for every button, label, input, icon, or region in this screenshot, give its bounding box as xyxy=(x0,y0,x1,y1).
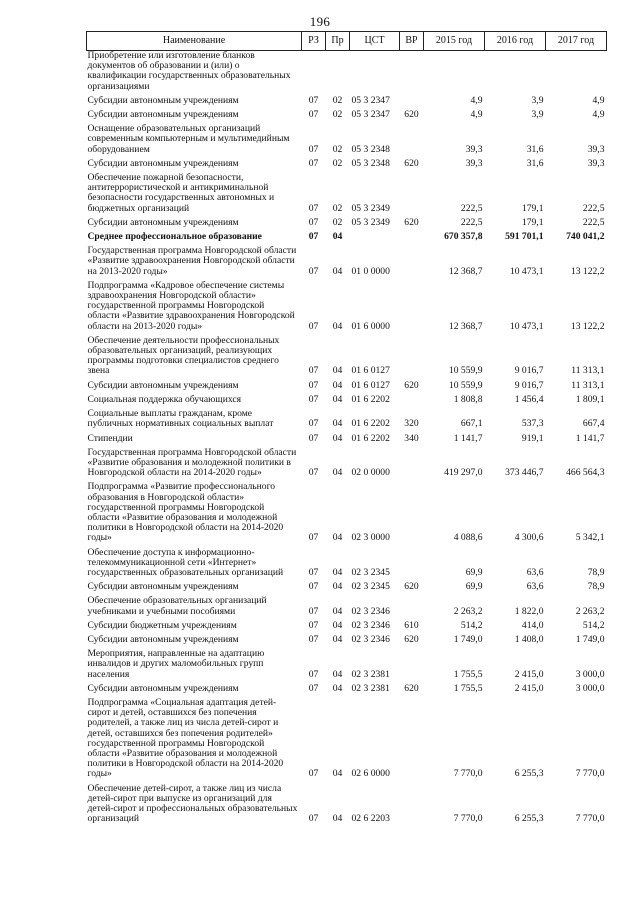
row-2016: 179,1 xyxy=(521,202,544,214)
row-cst: 05 3 2348 xyxy=(351,157,390,169)
row-2016: 10 473,1 xyxy=(509,265,544,277)
row-cst: 02 6 0000 xyxy=(351,768,390,780)
row-name: Субсидии автономным учреждениям xyxy=(87,633,239,645)
row-vr xyxy=(400,544,424,579)
row-2016: 31,6 xyxy=(526,143,544,155)
row-rz: 07 xyxy=(308,231,319,243)
table-row xyxy=(87,631,607,645)
row-pr: 04 xyxy=(332,566,343,578)
row-2015: 514,2 xyxy=(460,619,483,631)
row-name: Субсидии автономным учреждениям xyxy=(87,109,239,121)
table-row xyxy=(87,578,607,592)
row-cst: 02 3 2381 xyxy=(351,668,390,680)
table-row xyxy=(87,478,607,543)
row-name: Стипендии xyxy=(87,432,133,444)
row-2015: 419 297,0 xyxy=(444,467,483,479)
table-row xyxy=(87,92,607,106)
row-2015: 69,9 xyxy=(465,581,483,593)
row-cst: 02 3 2345 xyxy=(351,566,390,578)
row-2015: 1 141,7 xyxy=(453,432,483,444)
row-rz: 07 xyxy=(308,532,319,544)
row-cst: 01 6 2202 xyxy=(351,418,390,430)
row-pr: 04 xyxy=(332,581,343,593)
row-vr xyxy=(400,391,424,405)
row-name: Обеспечение пожарной безопасности, антитеррористической и антикриминальной безопасности государственных автономных и бюджетных организаций xyxy=(87,172,275,214)
row-2016: 4 300,6 xyxy=(514,532,544,544)
row-name: Оснащение образовательных организаций современным компьютерным и мультимедийным оборудованием xyxy=(87,123,290,155)
row-2016: 2 415,0 xyxy=(514,682,544,694)
row-2015: 10 559,9 xyxy=(448,365,483,377)
row-rz: 07 xyxy=(308,365,319,377)
row-vr: 620 xyxy=(404,109,419,121)
row-2017: 667,4 xyxy=(582,418,605,430)
row-2016: 1 408,0 xyxy=(514,633,544,645)
table-row xyxy=(87,694,607,780)
header-pr: Пр xyxy=(326,32,350,51)
table-row xyxy=(87,645,607,680)
row-2015: 39,3 xyxy=(465,143,483,155)
row-2015: 1 749,0 xyxy=(453,633,483,645)
row-2017: 4,9 xyxy=(592,94,605,106)
table-row xyxy=(87,332,607,377)
row-name: Обеспечение образовательных организаций учебниками и учебными пособиями xyxy=(87,595,267,617)
row-vr xyxy=(400,478,424,543)
table-row xyxy=(87,617,607,631)
header-2015: 2015 год xyxy=(424,32,485,51)
row-cst: 02 3 2381 xyxy=(351,682,390,694)
row-2016: 63,6 xyxy=(526,581,544,593)
row-2016: 1 456,4 xyxy=(514,393,544,405)
row-cst: 02 3 2346 xyxy=(351,605,390,617)
row-vr: 620 xyxy=(404,216,419,228)
row-2015: 670 357,8 xyxy=(444,231,483,243)
row-2017: 78,9 xyxy=(587,566,605,578)
row-cst: 01 6 0000 xyxy=(351,320,390,332)
row-2015: 7 770,0 xyxy=(453,768,483,780)
row-2015 xyxy=(424,51,485,92)
row-cst: 02 6 2203 xyxy=(351,813,390,825)
row-2016: 6 255,3 xyxy=(514,768,544,780)
row-rz: 07 xyxy=(308,668,319,680)
table-row xyxy=(87,51,607,92)
row-name: Обеспечение доступа к информационно-телекоммуникационной сети «Интернет» государственных образовательных организаций xyxy=(87,546,284,578)
row-rz: 07 xyxy=(308,109,319,121)
row-name: Субсидии автономным учреждениям xyxy=(87,581,239,593)
row-vr xyxy=(400,169,424,214)
row-2017: 13 122,2 xyxy=(570,265,605,277)
row-name: Обеспечение детей-сирот, а также лиц из числа детей-сирот при выпуске из организаций для детей-сирот и профессиональных образовательных организаций xyxy=(87,782,298,825)
row-name: Подпрограмма «Кадровое обеспечение системы здравоохранения Новгородской области» государственной программы Новгородской области «Развитие здравоохранения Новгородской области на 2013-2020 годы» xyxy=(87,279,295,332)
row-2015: 222,5 xyxy=(460,216,483,228)
row-cst: 05 3 2349 xyxy=(351,216,390,228)
row-2017: 3 000,0 xyxy=(575,668,605,680)
row-2016: 3,9 xyxy=(531,109,544,121)
header-2016: 2016 год xyxy=(485,32,546,51)
row-name: Государственная программа Новгородской области «Развитие здравоохранения Новгородской области на 2013-2020 годы» xyxy=(87,245,297,277)
table-row xyxy=(87,405,607,429)
row-vr xyxy=(400,645,424,680)
row-pr: 04 xyxy=(332,605,343,617)
row-vr: 620 xyxy=(404,633,419,645)
row-2017: 466 564,3 xyxy=(566,467,605,479)
row-pr: 02 xyxy=(332,216,343,228)
row-vr xyxy=(400,592,424,616)
row-2017: 3 000,0 xyxy=(575,682,605,694)
row-pr: 02 xyxy=(332,143,343,155)
row-cst: 01 0 0000 xyxy=(351,265,390,277)
row-rz: 07 xyxy=(308,265,319,277)
row-pr: 04 xyxy=(332,668,343,680)
row-rz: 07 xyxy=(308,566,319,578)
table-row xyxy=(87,277,607,332)
row-2017: 4,9 xyxy=(592,109,605,121)
row-2017: 2 263,2 xyxy=(575,605,605,617)
row-name: Социальные выплаты гражданам, кроме публичных нормативных социальных выплат xyxy=(87,408,274,430)
row-pr: 04 xyxy=(332,768,343,780)
row-2016: 179,1 xyxy=(521,216,544,228)
row-cst: 01 6 2202 xyxy=(351,393,390,405)
row-rz xyxy=(302,51,326,92)
row-rz: 07 xyxy=(308,94,319,106)
row-name: Подпрограмма «Социальная адаптация детей-сирот и детей, оставшихся без попечения родителей, а также лиц из числа детей-сирот и детей, оставшихся без попечения родителей» государственной программы Новгородской области «Развитие образования и молодежной политики в Новгородской области на 2014-2020 годы» xyxy=(87,696,284,780)
row-2015: 222,5 xyxy=(460,202,483,214)
row-vr xyxy=(400,51,424,92)
row-vr xyxy=(400,120,424,155)
row-2017: 7 770,0 xyxy=(575,813,605,825)
row-cst: 02 3 2345 xyxy=(351,581,390,593)
row-cst: 02 0 0000 xyxy=(351,467,390,479)
row-vr: 620 xyxy=(404,157,419,169)
row-pr xyxy=(326,51,350,92)
header-2017: 2017 год xyxy=(546,32,607,51)
row-2015: 667,1 xyxy=(460,418,483,430)
row-pr: 04 xyxy=(332,619,343,631)
row-pr: 04 xyxy=(332,265,343,277)
row-name: Приобретение или изготовление бланков документов об образовании и (или) о квалификации государственных образовательных организациями xyxy=(87,50,291,92)
row-pr: 02 xyxy=(332,94,343,106)
row-2017: 222,5 xyxy=(582,216,605,228)
row-pr: 04 xyxy=(332,393,343,405)
table-row xyxy=(87,444,607,479)
row-pr: 04 xyxy=(332,682,343,694)
row-2017: 11 313,1 xyxy=(571,379,605,391)
table-row xyxy=(87,391,607,405)
row-pr: 04 xyxy=(332,432,343,444)
page-number: 196 xyxy=(309,14,331,29)
row-rz: 07 xyxy=(308,581,319,593)
row-2017: 11 313,1 xyxy=(571,365,605,377)
row-rz: 07 xyxy=(308,467,319,479)
row-2016: 9 016,7 xyxy=(514,379,544,391)
row-2017: 1 141,7 xyxy=(575,432,605,444)
row-2015: 4 088,6 xyxy=(453,532,483,544)
row-pr: 04 xyxy=(332,365,343,377)
row-name: Социальная поддержка обучающихся xyxy=(87,393,242,405)
row-2016: 2 415,0 xyxy=(514,668,544,680)
row-pr: 02 xyxy=(332,109,343,121)
row-name: Среднее профессиональное образование xyxy=(87,231,262,243)
row-vr xyxy=(400,694,424,780)
row-2017: 1 809,1 xyxy=(575,393,605,405)
table-row xyxy=(87,169,607,214)
row-rz: 07 xyxy=(308,633,319,645)
row-2017: 514,2 xyxy=(582,619,605,631)
row-name: Субсидии автономным учреждениям xyxy=(87,379,239,391)
row-2015: 4,9 xyxy=(470,109,483,121)
row-rz: 07 xyxy=(308,605,319,617)
table-row xyxy=(87,430,607,444)
row-vr xyxy=(400,444,424,479)
row-2015: 1 808,8 xyxy=(453,393,483,405)
row-vr: 320 xyxy=(404,418,419,430)
row-2017: 740 041,2 xyxy=(566,231,605,243)
row-2016 xyxy=(485,51,546,92)
row-2015: 4,9 xyxy=(470,94,483,106)
table-row xyxy=(87,592,607,616)
header-cst: ЦСТ xyxy=(350,32,400,51)
row-name: Субсидии автономным учреждениям xyxy=(87,157,239,169)
row-rz: 07 xyxy=(308,813,319,825)
row-cst: 01 6 0127 xyxy=(351,365,390,377)
row-2016: 591 701,1 xyxy=(505,231,544,243)
row-rz: 07 xyxy=(308,202,319,214)
row-cst: 02 3 0000 xyxy=(351,532,390,544)
table-row xyxy=(87,680,607,694)
row-2017: 7 770,0 xyxy=(575,768,605,780)
table-row xyxy=(87,242,607,277)
row-2017: 39,3 xyxy=(587,143,605,155)
row-name: Обеспечение деятельности профессиональных образовательных организаций, реализующих программы подготовки специалистов среднего звена xyxy=(87,334,280,377)
row-2015: 69,9 xyxy=(465,566,483,578)
row-cst: 01 6 2202 xyxy=(351,432,390,444)
row-cst xyxy=(350,228,400,242)
row-2017: 5 342,1 xyxy=(575,532,605,544)
row-2016: 414,0 xyxy=(521,619,544,631)
row-2016: 537,3 xyxy=(521,418,544,430)
row-cst: 05 3 2347 xyxy=(351,94,390,106)
row-cst: 05 3 2348 xyxy=(351,143,390,155)
row-2016: 63,6 xyxy=(526,566,544,578)
header-vr: ВР xyxy=(400,32,424,51)
row-pr: 02 xyxy=(332,157,343,169)
budget-table xyxy=(86,31,607,824)
header-rz: РЗ xyxy=(302,32,326,51)
table-row xyxy=(87,120,607,155)
table-header xyxy=(87,32,607,51)
row-2015: 7 770,0 xyxy=(453,813,483,825)
row-vr: 340 xyxy=(404,432,419,444)
row-cst: 05 3 2347 xyxy=(351,109,390,121)
row-pr: 04 xyxy=(332,231,343,243)
row-name: Мероприятия, направленные на адаптацию инвалидов и других маломобильных групп населения xyxy=(87,648,265,680)
row-rz: 07 xyxy=(308,418,319,430)
row-vr: 620 xyxy=(404,379,419,391)
row-name: Субсидии автономным учреждениям xyxy=(87,682,239,694)
row-cst: 02 3 2346 xyxy=(351,619,390,631)
row-vr xyxy=(400,277,424,332)
row-2015: 10 559,9 xyxy=(448,379,483,391)
row-vr: 620 xyxy=(404,581,419,593)
row-2017: 39,3 xyxy=(587,157,605,169)
row-pr: 04 xyxy=(332,379,343,391)
row-vr xyxy=(400,92,424,106)
row-rz: 07 xyxy=(308,768,319,780)
row-rz: 07 xyxy=(308,432,319,444)
row-cst: 02 3 2346 xyxy=(351,633,390,645)
row-2017: 1 749,0 xyxy=(575,633,605,645)
row-cst: 01 6 0127 xyxy=(351,379,390,391)
row-rz: 07 xyxy=(308,619,319,631)
row-2016: 31,6 xyxy=(526,157,544,169)
row-cst xyxy=(350,51,400,92)
table-row xyxy=(87,544,607,579)
row-vr xyxy=(400,780,424,825)
row-vr xyxy=(400,332,424,377)
row-2015: 12 368,7 xyxy=(448,265,483,277)
row-2017: 222,5 xyxy=(582,202,605,214)
row-cst: 05 3 2349 xyxy=(351,202,390,214)
row-name: Субсидии автономным учреждениям xyxy=(87,94,239,106)
row-vr: 620 xyxy=(404,682,419,694)
row-name: Государственная программа Новгородской области «Развитие образования и молодежной политики в Новгородской области на 2014-2020 годы» xyxy=(87,446,297,479)
row-2015: 39,3 xyxy=(465,157,483,169)
row-rz: 07 xyxy=(308,157,319,169)
table-row xyxy=(87,780,607,825)
row-rz: 07 xyxy=(308,143,319,155)
row-2015: 12 368,7 xyxy=(448,320,483,332)
table-body xyxy=(87,51,607,825)
table-row xyxy=(87,377,607,391)
row-rz: 07 xyxy=(308,320,319,332)
row-name: Субсидии бюджетным учреждениям xyxy=(87,619,237,631)
row-2016: 1 822,0 xyxy=(514,605,544,617)
row-pr: 02 xyxy=(332,202,343,214)
header-name: Наименование xyxy=(87,32,302,51)
table-row xyxy=(87,155,607,169)
row-pr: 04 xyxy=(332,320,343,332)
row-2017: 13 122,2 xyxy=(570,320,605,332)
row-2016: 6 255,3 xyxy=(514,813,544,825)
row-2016: 919,1 xyxy=(521,432,544,444)
row-rz: 07 xyxy=(308,393,319,405)
table-row xyxy=(87,106,607,120)
row-rz: 07 xyxy=(308,379,319,391)
row-2016: 373 446,7 xyxy=(505,467,544,479)
row-vr xyxy=(400,228,424,242)
row-pr: 04 xyxy=(332,813,343,825)
row-2017 xyxy=(546,51,607,92)
row-pr: 04 xyxy=(332,418,343,430)
row-rz: 07 xyxy=(308,682,319,694)
row-pr: 04 xyxy=(332,467,343,479)
row-2015: 1 755,5 xyxy=(453,668,483,680)
table-row xyxy=(87,214,607,228)
row-2016: 9 016,7 xyxy=(514,365,544,377)
table-row xyxy=(87,228,607,242)
row-name: Субсидии автономным учреждениям xyxy=(87,216,239,228)
row-2017: 78,9 xyxy=(587,581,605,593)
row-pr: 04 xyxy=(332,532,343,544)
row-name: Подпрограмма «Развитие профессионального образования в Новгородской области» государственной программы Новгородской области «Развитие образования и молодежной политики в Новгородской области на 2014-2020 годы» xyxy=(87,481,284,544)
row-2015: 2 263,2 xyxy=(453,605,483,617)
row-vr xyxy=(400,242,424,277)
row-pr: 04 xyxy=(332,633,343,645)
row-2016: 3,9 xyxy=(531,94,544,106)
row-vr: 610 xyxy=(404,619,419,631)
row-2015: 1 755,5 xyxy=(453,682,483,694)
row-rz: 07 xyxy=(308,216,319,228)
row-2016: 10 473,1 xyxy=(509,320,544,332)
